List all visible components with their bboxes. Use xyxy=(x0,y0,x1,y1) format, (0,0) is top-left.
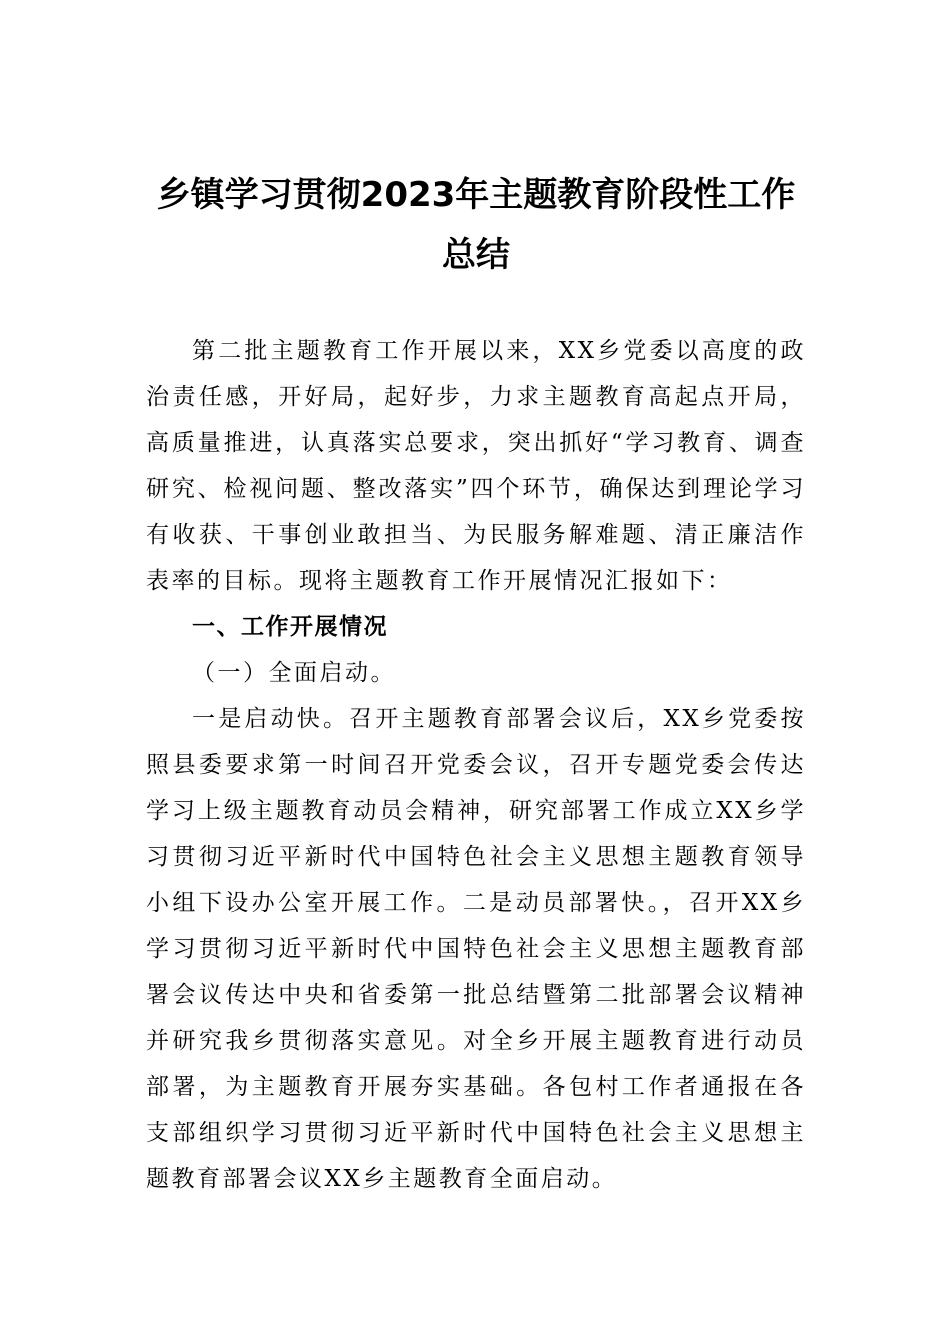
subsection-heading-full-launch: （一）全面启动。 xyxy=(192,660,396,686)
document-title-line-1: 乡镇学习贯彻2023年主题教育阶段性工作 xyxy=(156,175,796,215)
document-body xyxy=(146,328,806,1202)
document-title xyxy=(146,165,806,285)
intro-paragraph: 第二批主题教育工作开展以来，XX乡党委以高度的政治责任感，开好局，起好步，力求主题教育高起点开局，高质量推进，认真落实总要求，突出抓好“学习教育、调查研究、检视问题、整改落实”四个环节，确保达到理论学习有收获、干事创业敢担当、为民服务解难题、清正廉洁作表率的目标。现将主题教育工作开展情况汇报如下： xyxy=(146,338,806,594)
document-content xyxy=(146,165,806,1202)
subsection-body-paragraph: 一是启动快。召开主题教育部署会议后，XX乡党委按照县委要求第一时间召开党委会议，召开专题党委会传达学习上级主题教育动员会精神，研究部署工作成立XX乡学习贯彻习近平新时代中国特色社会主义思想主题教育领导小组下设办公室开展工作。二是动员部署快。，召开XX乡学习贯彻习近平新时代中国特色社会主义思想主题教育部署会议传达中央和省委第一批总结暨第二批部署会议精神并研究我乡贯彻落实意见。对全乡开展主题教育进行动员部署，为主题教育开展夯实基础。各包村工作者通报在各支部组织学习贯彻习近平新时代中国特色社会主义思想主题教育部署会议XX乡主题教育全面启动。 xyxy=(146,706,806,1192)
document-title-line-2: 总结 xyxy=(442,235,510,275)
section-heading-work-progress: 一、工作开展情况 xyxy=(192,614,388,640)
